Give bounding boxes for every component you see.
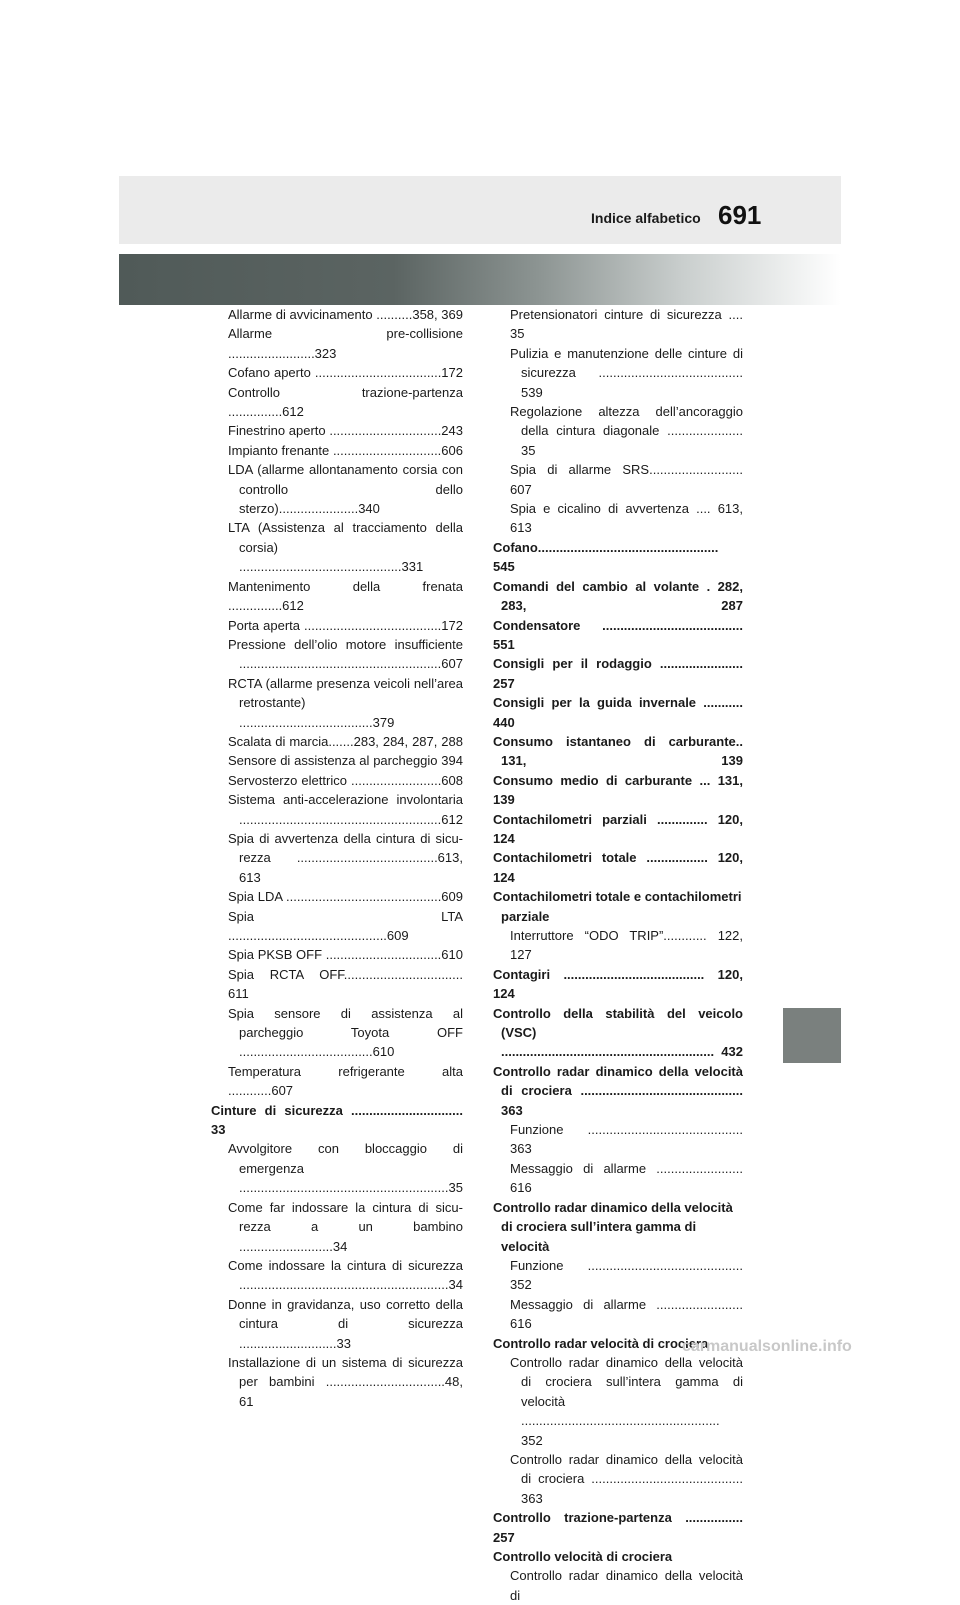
index-main-entry: Condensatore ....................................... 551 <box>493 617 743 652</box>
decorative-gradient-band <box>119 254 841 305</box>
index-main-entry: Consigli per il rodaggio ....................... 257 <box>493 656 743 691</box>
index-sub-entry: Come far indossare la cintura di sicu-rezza a un bambino ..........................34 <box>228 1199 463 1254</box>
index-column-right <box>493 305 743 1605</box>
index-main-entry: Contachilometri totale e contachilometri parziale <box>493 889 742 924</box>
index-sub-entry: Funzione ........................................... 352 <box>510 1257 743 1293</box>
index-sub-entry: Come indossare la cintura di sicurezza ..........................................................34 <box>228 1257 463 1293</box>
index-main-entry: Consumo istantaneo di carburante.. 131, 139 <box>493 733 743 769</box>
index-sub-entry: Allarme di avvicinamento ..........358, 369 <box>228 307 463 322</box>
index-sub-entry: Spia e cicalino di avvertenza .... 613, 613 <box>510 501 743 536</box>
index-sub-entry: Spia sensore di assistenza al parcheggio Toyota OFF .....................................610 <box>228 1005 463 1060</box>
index-main-entry: Controllo della stabilità del veicolo (VSC) ........................................................... 432 <box>493 1005 743 1060</box>
index-sub-entry: Servosterzo elettrico .........................608 <box>228 772 463 788</box>
section-title: Indice alfabetico <box>591 210 701 226</box>
index-sub-entry: Funzione ........................................... 363 <box>510 1122 743 1157</box>
index-sub-entry: Finestrino aperto ...............................243 <box>228 423 463 439</box>
index-main-entry: Contachilometri parziali .............. 120, 124 <box>493 811 743 846</box>
index-main-entry: Consumo medio di carburante ... 131, 139 <box>493 772 743 808</box>
index-sub-entry: LTA (Assistenza al tracciamento della corsia) .............................................331 <box>228 520 463 575</box>
index-sub-entry: Spia di allarme SRS.......................... 607 <box>510 462 743 497</box>
index-sub-entry: Pretensionatori cinture di sicurezza .... 35 <box>510 307 743 342</box>
index-main-entry: Contagiri ....................................... 120, 124 <box>493 966 743 1002</box>
watermark: carmanualsonline.info <box>682 1338 852 1355</box>
index-sub-entry: Allarme pre-collisione ........................323 <box>228 326 463 361</box>
index-sub-entry: Controllo radar dinamico della velocità di crociera sull’intera gamma di velocità ....................................................... 352 <box>510 1354 743 1448</box>
index-sub-entry: Installazione di un sistema di sicurezza per bambini .................................48, 61 <box>228 1354 463 1409</box>
index-sub-entry: Pulizia e manutenzione delle cinture di sicurezza ........................................ 539 <box>510 345 743 400</box>
index-sub-entry: Cofano aperto ...................................172 <box>228 365 463 381</box>
index-main-entry: Contachilometri totale ................. 120, 124 <box>493 850 743 885</box>
index-sub-entry: Sistema anti-accelerazione involontaria ........................................................612 <box>228 792 463 827</box>
index-sub-entry: Pressione dell’olio motore insufficiente ........................................................607 <box>228 636 463 672</box>
index-main-entry: Consigli per la guida invernale ........... 440 <box>493 695 743 730</box>
index-main-entry: Controllo radar velocità di crociera <box>493 1335 709 1351</box>
index-sub-entry: Avvolgitore con bloccaggio di emergenza ..........................................................35 <box>228 1141 463 1196</box>
index-sub-entry: Impianto frenante ..............................606 <box>228 442 463 458</box>
index-main-entry: Controllo trazione-partenza ................ 257 <box>493 1510 743 1545</box>
index-sub-entry: Interruttore “ODO TRIP”............ 122, 127 <box>510 928 743 963</box>
index-sub-entry: Messaggio di allarme ........................ 616 <box>510 1160 743 1196</box>
index-sub-entry: Spia LDA ...........................................609 <box>228 889 463 905</box>
index-sub-entry: Sensore di assistenza al parcheggio 394 <box>228 753 463 769</box>
index-sub-entry: Controllo trazione-partenza ...............612 <box>228 384 463 420</box>
index-sub-entry: Mantenimento della frenata ...............612 <box>228 578 463 614</box>
index-sub-entry: LDA (allarme allontanamento corsia con controllo dello sterzo)......................340 <box>228 462 463 517</box>
index-main-entry: Cinture di sicurezza ............................... 33 <box>211 1102 463 1138</box>
index-sub-entry: Spia PKSB OFF ................................610 <box>228 947 463 963</box>
index-main-entry: Comandi del cambio al volante . 282, 283, 287 <box>493 578 743 614</box>
index-sub-entry: Porta aperta ......................................172 <box>228 617 463 633</box>
index-main-entry: Controllo velocità di crociera <box>493 1549 673 1564</box>
index-sub-entry: Messaggio di allarme ........................ 616 <box>510 1296 743 1332</box>
index-sub-entry: Controllo radar dinamico della velocità di <box>510 1568 743 1603</box>
index-sub-entry: Regolazione altezza dell’ancoraggio della cintura diagonale ..................... 35 <box>510 404 743 458</box>
index-sub-entry: Scalata di marcia.......283, 284, 287, 288 <box>228 733 463 749</box>
index-sub-entry: Donne in gravidanza, uso corretto della cintura di sicurezza ...........................33 <box>228 1296 463 1351</box>
chapter-tab <box>783 1008 841 1063</box>
index-sub-entry: Spia LTA ............................................609 <box>228 908 463 943</box>
index-main-entry: Controllo radar dinamico della velocità di crociera sull’intera gamma di velocità <box>493 1199 733 1254</box>
index-main-entry: Cofano.................................................. 545 <box>493 539 719 575</box>
index-sub-entry: RCTA (allarme presenza veicoli nell’area retrostante) .....................................379 <box>228 675 463 730</box>
page-number: 691 <box>718 200 762 230</box>
index-sub-entry: Controllo radar dinamico della velocità di crociera .......................................... 363 <box>510 1451 743 1506</box>
index-main-entry: Controllo radar dinamico della velocità di crociera ............................................. 363 <box>493 1063 743 1118</box>
index-sub-entry: Spia RCTA OFF................................. 611 <box>228 966 463 1002</box>
index-sub-entry: Temperatura refrigerante alta ............607 <box>228 1063 463 1099</box>
index-sub-entry: Spia di avvertenza della cintura di sicu-rezza .......................................613, 613 <box>228 830 463 885</box>
index-column-left <box>211 305 463 1411</box>
